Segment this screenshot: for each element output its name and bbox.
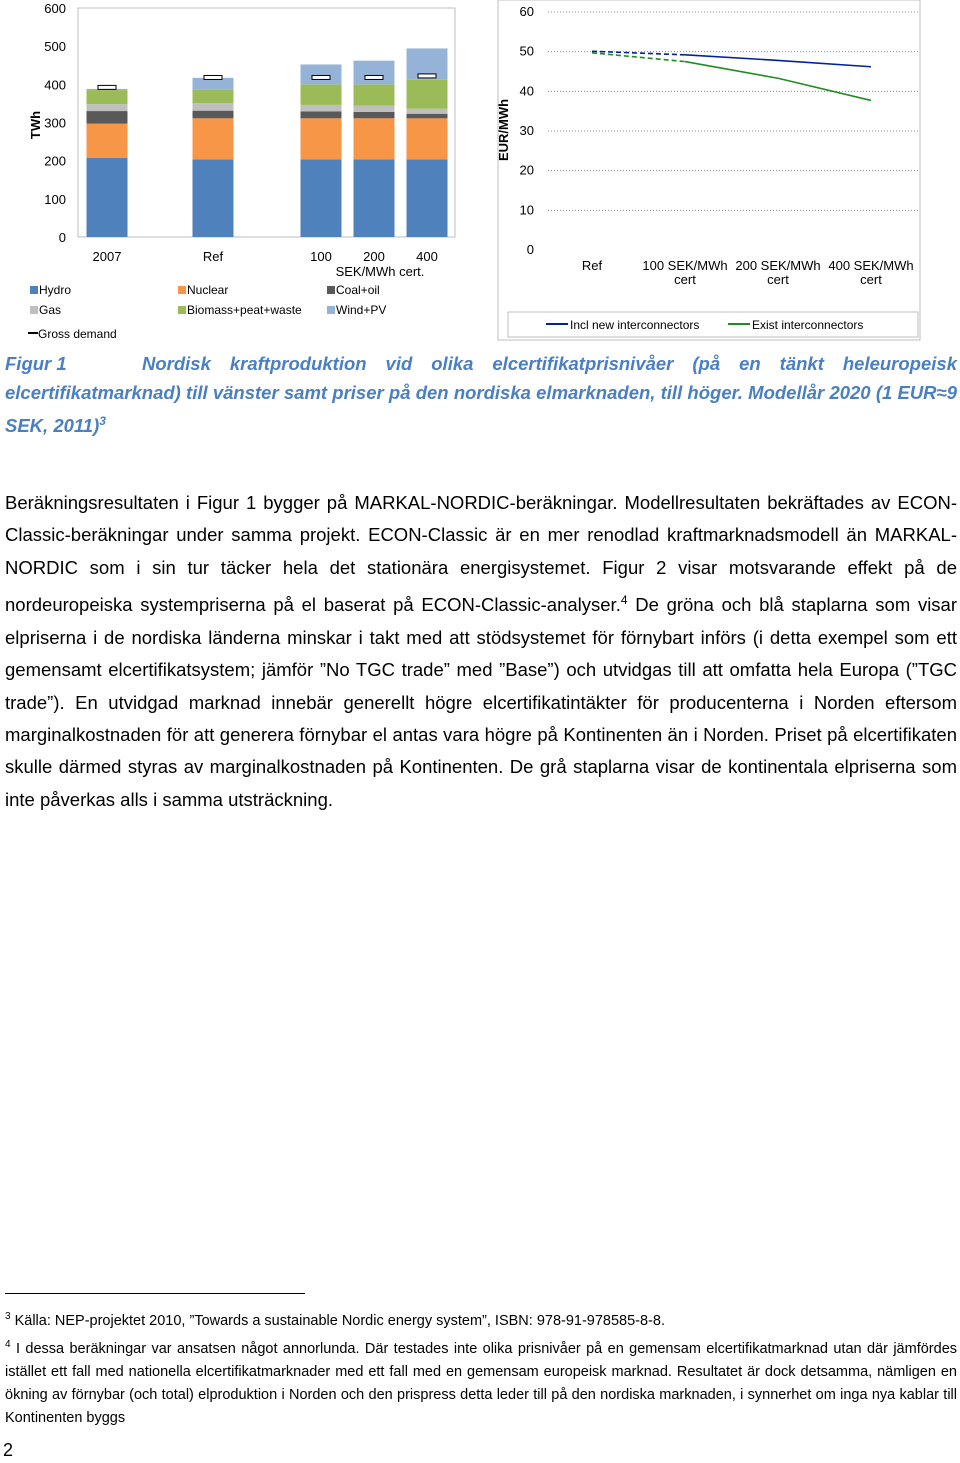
price-line-chart-svg	[488, 0, 960, 345]
production-bar-chart	[0, 0, 470, 345]
bar-segment-wind-pv	[301, 64, 342, 84]
x-tick-label	[582, 258, 603, 273]
bar-segment-hydro	[193, 160, 234, 237]
legend-label: Biomass+peat+waste	[187, 303, 302, 317]
legend-label: Coal+oil	[336, 283, 380, 297]
footnote-3	[5, 1305, 957, 1333]
body-paragraph	[5, 487, 957, 816]
bar-segment-wind-pv	[354, 61, 395, 85]
legend-swatch	[327, 286, 335, 294]
y-tick-label: 50	[519, 43, 534, 59]
bar-segment-gas	[354, 106, 395, 112]
bar-segment-gas	[407, 109, 448, 114]
gross-demand-marker	[312, 75, 330, 79]
bar-segment-biomass-peat-waste	[87, 90, 128, 104]
y-tick-label: 0	[526, 242, 534, 257]
x-tick-label-line: cert	[767, 272, 789, 287]
legend-label: Gross demand	[38, 327, 117, 341]
legend-label: Nuclear	[187, 283, 229, 297]
gross-demand-marker	[418, 74, 436, 78]
gross-demand-marker	[98, 85, 116, 89]
bar-segment-biomass-peat-waste	[193, 89, 234, 103]
y-tick-label: 0	[58, 230, 66, 245]
legend-swatch	[30, 306, 38, 314]
footnote-number: 4	[5, 1338, 11, 1350]
footnote-text: Källa: NEP-projektet 2010, ”Towards a sustainable Nordic energy system”, ISBN: 978-91-978585-8-8.	[14, 1312, 665, 1329]
legend-label: Exist interconnectors	[752, 318, 864, 332]
x-tick-label-line: 200 SEK/MWh	[735, 258, 821, 273]
legend-swatch	[327, 306, 335, 314]
x-tick-label	[828, 258, 913, 287]
y-tick-label: 300	[44, 115, 66, 131]
bar-segment-coal-oil	[87, 111, 128, 124]
y-tick-label: 100	[44, 191, 66, 207]
x-tick-label: Ref	[202, 249, 224, 264]
x-tick-label: 400	[416, 249, 438, 264]
bar-segment-coal-oil	[301, 111, 342, 118]
bar-segment-biomass-peat-waste	[407, 80, 448, 109]
bar-segment-hydro	[87, 158, 128, 237]
legend-label: Hydro	[39, 283, 72, 297]
page-number: 2	[3, 1440, 14, 1460]
y-tick-label: 20	[519, 162, 534, 178]
chart-frame	[498, 0, 920, 340]
bar-segment-coal-oil	[354, 112, 395, 118]
series-line	[685, 55, 871, 67]
y-tick-label: 40	[519, 83, 534, 99]
bar-segment-biomass-peat-waste	[301, 84, 342, 105]
x-tick-sublabel: SEK/MWh cert.	[335, 264, 425, 279]
x-tick-label-line: cert	[674, 272, 696, 287]
bar-segment-coal-oil	[407, 114, 448, 119]
y-tick-label: 500	[44, 39, 66, 55]
bar-segment-nuclear	[193, 118, 234, 159]
x-tick-label	[735, 258, 820, 287]
x-tick-label-line: cert	[860, 272, 882, 287]
y-tick-label: 60	[519, 4, 534, 19]
footnote-number: 3	[5, 1311, 11, 1322]
bar-segment-gas	[193, 103, 234, 111]
bar-segment-nuclear	[354, 118, 395, 159]
legend-swatch	[178, 286, 186, 294]
y-tick-label: 200	[44, 153, 66, 169]
figure-caption	[5, 349, 957, 440]
footnotes	[5, 1305, 957, 1430]
y-axis-label: TWh	[28, 110, 43, 140]
legend-swatch	[30, 286, 38, 294]
bar-segment-hydro	[407, 160, 448, 237]
bar-segment-gas	[87, 104, 128, 111]
bar-segment-nuclear	[87, 124, 128, 158]
body-footnote-ref: 4	[620, 593, 628, 608]
bar-segment-coal-oil	[193, 111, 234, 119]
legend-label: Wind+PV	[336, 303, 387, 317]
x-tick-label-line: 400 SEK/MWh	[828, 258, 914, 273]
bar-segment-gas	[301, 105, 342, 111]
x-tick-label-line: 100 SEK/MWh	[642, 258, 728, 273]
price-line-chart	[488, 0, 960, 345]
plot-frame	[78, 8, 455, 237]
y-tick-label: 600	[44, 1, 66, 16]
footnote-separator	[5, 1293, 305, 1294]
series-line	[685, 62, 871, 101]
approx-symbol: ≈	[936, 382, 947, 403]
gross-demand-marker	[204, 75, 222, 79]
caption-text-after: 9 SEK, 2011)	[5, 382, 957, 437]
bar-segment-hydro	[354, 160, 395, 237]
gross-demand-marker	[365, 75, 383, 79]
caption-footnote-ref: 3	[99, 414, 106, 428]
legend-label: Gas	[39, 303, 62, 317]
caption-label: Figur 1	[5, 353, 67, 374]
series-line-dashed	[592, 53, 685, 62]
x-tick-label-line: Ref	[581, 258, 603, 273]
production-bar-chart-svg	[0, 0, 470, 345]
x-tick-label: 200	[363, 249, 385, 264]
x-tick-label	[642, 258, 727, 287]
legend-label: Incl new interconnectors	[570, 318, 700, 332]
body-text-part2: De gröna och blå staplarna som visar elpriserna i de nordiska länderna minskar i takt med att stödsystemet för förnybart införs (i detta exempel som ett gemensamt elcertifikatsystem; jämför ”No TGC trade” med ”Base”) och utvidgas till att omfatta hela Europa (”TGC trade”). En utvidgad marknad innebär generellt högre elcertifikatintäkter för producenterna i Norden eftersom marginalkostnaden för att generera förnybar el antas vara högre på Kontinenten än i Norden. Priset på elcertifikaten skulle därmed styras av marginalkostnaden på Kontinenten. De grå staplarna visar de kontinentala elpriserna som inte påverkas alls i samma utsträckning.	[5, 594, 957, 810]
bar-segment-nuclear	[407, 118, 448, 159]
y-tick-label: 30	[519, 123, 534, 138]
bar-segment-nuclear	[301, 118, 342, 159]
legend-swatch	[178, 306, 186, 314]
x-tick-label: 2007	[92, 249, 122, 264]
bar-segment-biomass-peat-waste	[354, 84, 395, 105]
y-tick-label: 400	[44, 77, 66, 93]
footnote-text: I dessa beräkningar var ansatsen något annorlunda. Där testades inte olika prisnivåer på en gemensam elcertifikatmarknad utan där jämfördes istället ett fall med nationella elcertifikatmarknader med ett fall med en gemensam europeisk marknad. Resultatet är dock detsamma, nämligen en ökning av förnybar (och total) elproduktion i Norden och den prispress detta leder till på den nordiska marknaden, i synnerhet om inga nya kablar till Kontinenten byggs	[5, 1340, 958, 1426]
footnote-4	[5, 1333, 957, 1430]
y-tick-label: 10	[519, 202, 534, 218]
y-axis-label: EUR/MWh	[496, 98, 511, 162]
x-tick-label: 100	[310, 249, 332, 264]
caption-text: Nordisk kraftproduktion vid olika elcertifikatprisnivåer (på en tänkt heleuropeisk elcertifikatmarknad) till vänster samt priser på den nordiska elmarknaden, till höger. Modellår 2020 (1 EUR	[5, 353, 957, 403]
bar-segment-hydro	[301, 160, 342, 237]
body-text-part1: Beräkningsresultaten i Figur 1 bygger på MARKAL-NORDIC-beräkningar. Modellresultaten bekräftades av ECON-Classic-beräkningar under samma projekt. ECON-Classic är en mer renodlad kraftmarknadsmodell än MARKAL-NORDIC som i sin tur täcker hela det stationära energisystemet. Figur 2 visar motsvarande effekt på de nordeuropeiska systempriserna på el baserat på ECON-Classic-analyser.	[5, 492, 957, 616]
